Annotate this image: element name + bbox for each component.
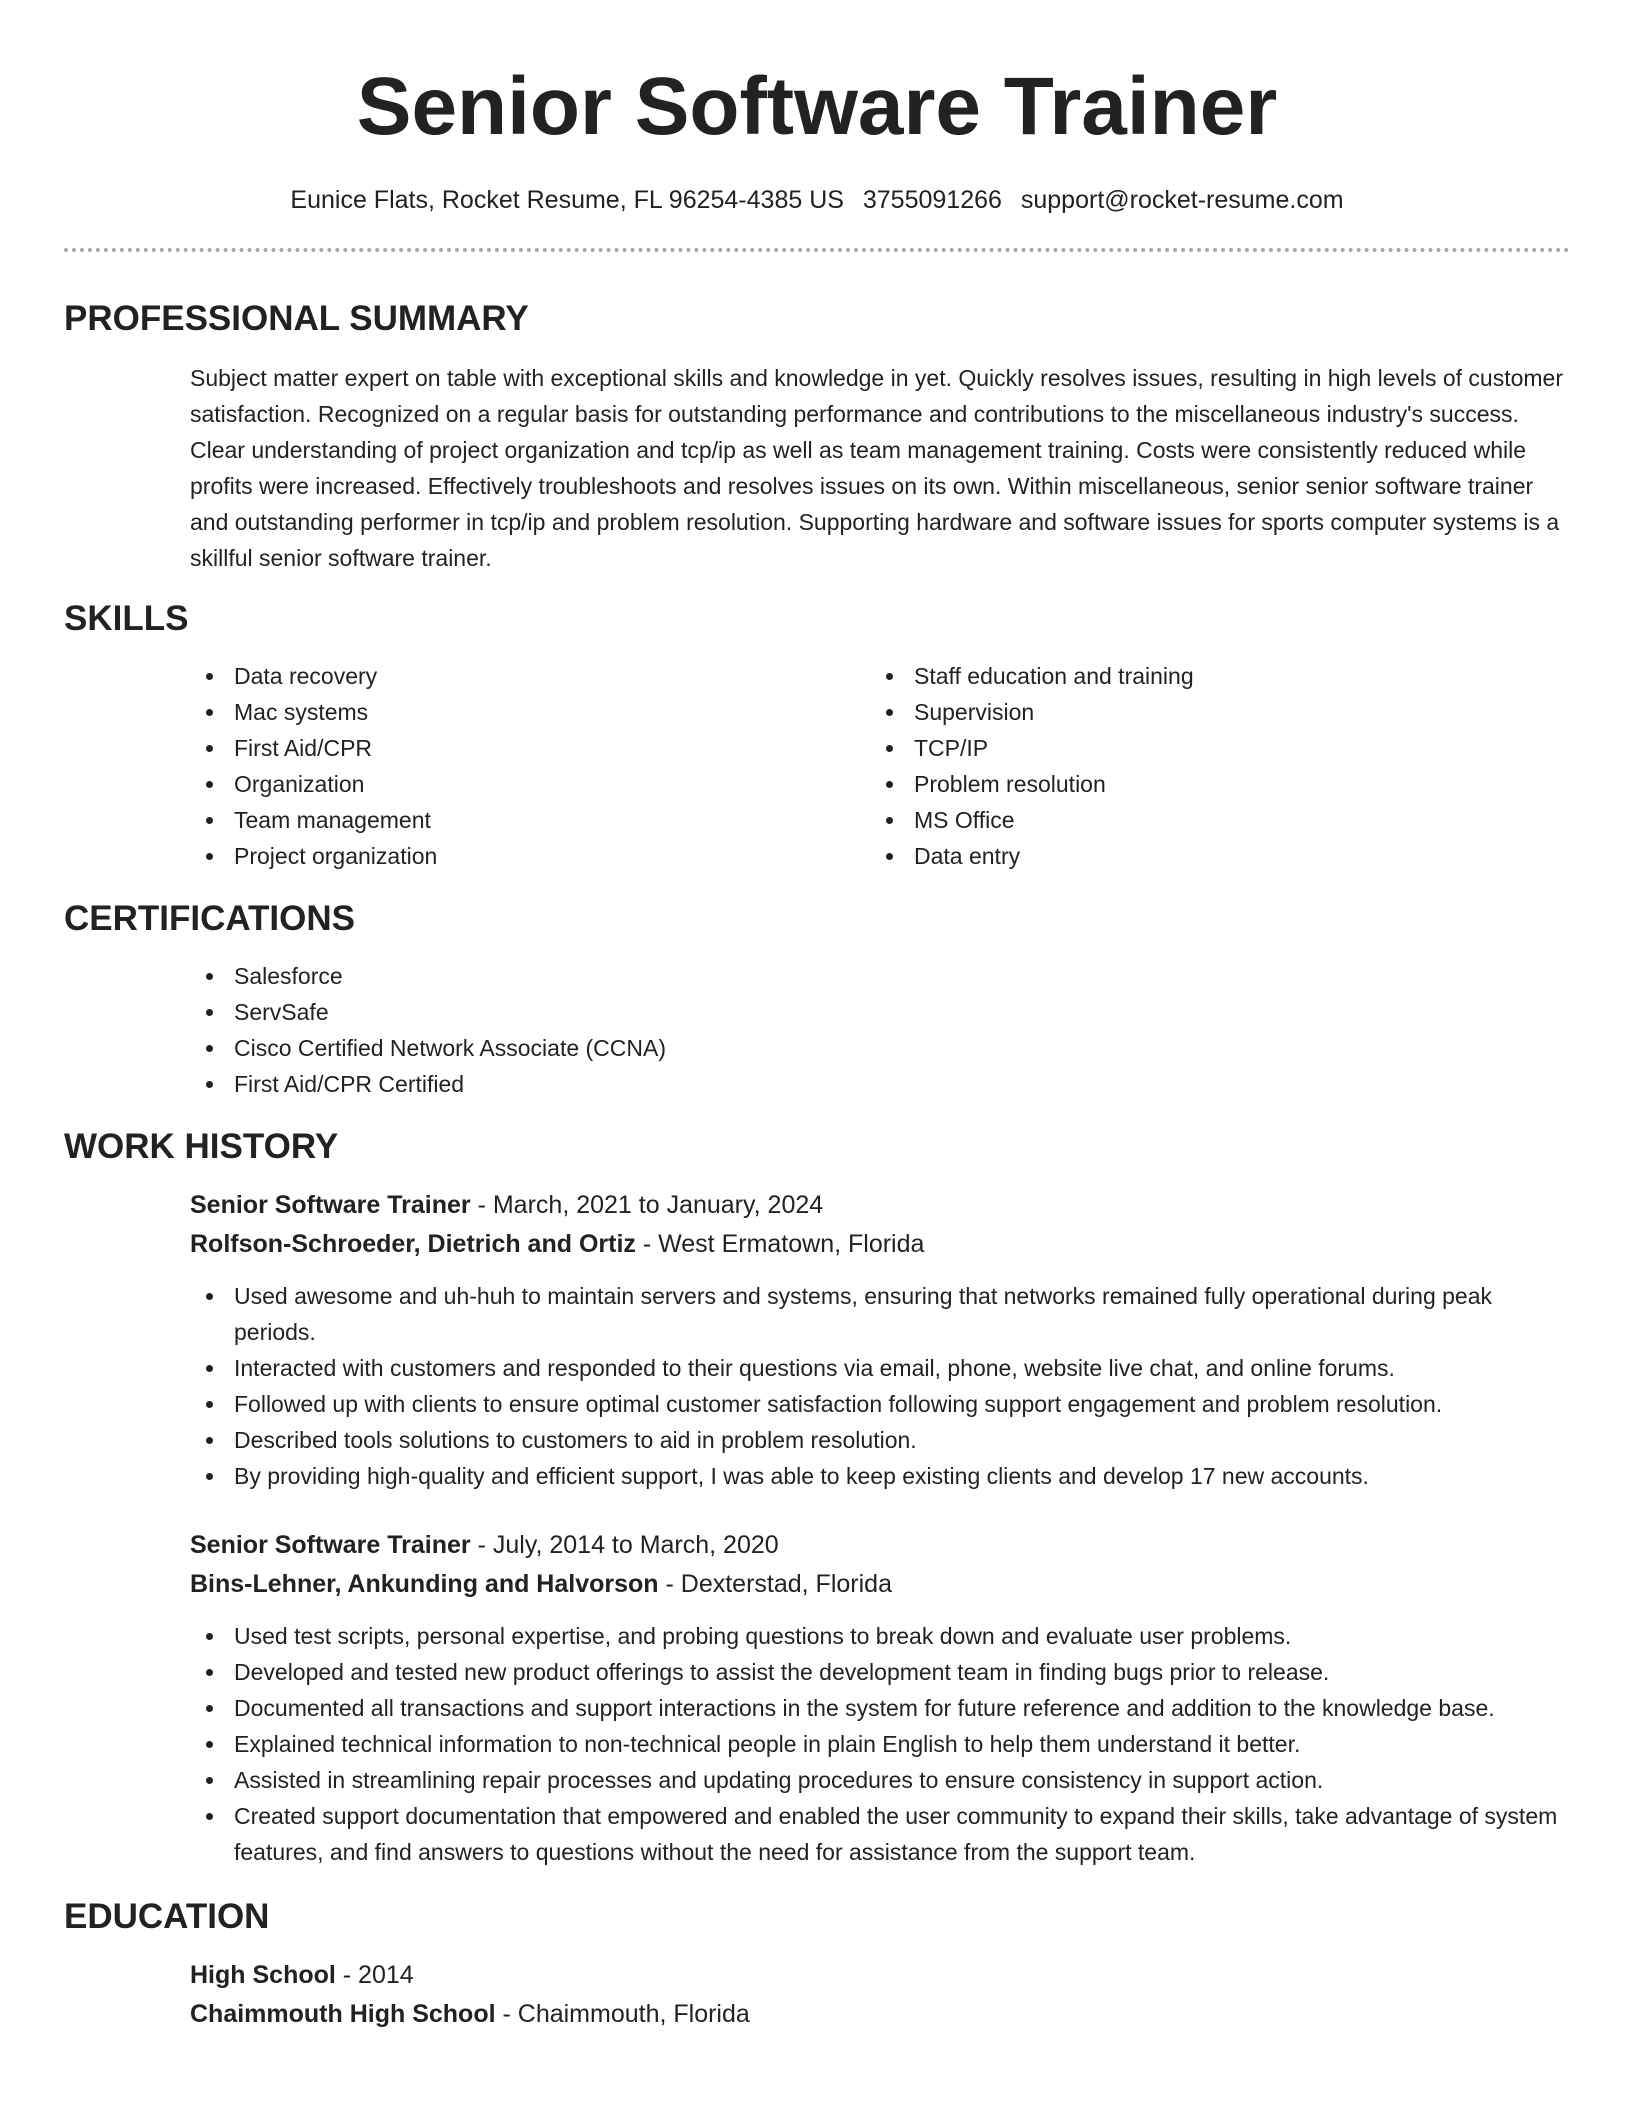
job-title-line xyxy=(190,1526,1570,1565)
education-entry xyxy=(190,1956,1570,2034)
job-bullet: Developed and tested new product offerings to assist the development team in finding bugs prior to release. xyxy=(190,1654,1570,1690)
skills-left-list xyxy=(190,658,870,874)
job-bullet: Interacted with customers and responded to their questions via email, phone, website live chat, and online forums. xyxy=(190,1350,1570,1386)
skills-heading: SKILLS xyxy=(64,599,189,638)
job-bullet: Followed up with clients to ensure optimal customer satisfaction following support engagement and problem resolution. xyxy=(190,1386,1570,1422)
education-year: - 2014 xyxy=(335,1961,414,1989)
job-company: Rolfson-Schroeder, Dietrich and Ortiz xyxy=(190,1230,636,1258)
resume-name: Senior Software Trainer xyxy=(356,61,1278,152)
education-degree-line xyxy=(190,1956,1570,1995)
certification-item: First Aid/CPR Certified xyxy=(190,1066,1570,1102)
job-bullets xyxy=(190,1618,1570,1870)
skill-item: Organization xyxy=(190,766,870,802)
skill-item: Team management xyxy=(190,802,870,838)
job-entry xyxy=(190,1526,1570,1870)
skill-item: TCP/IP xyxy=(870,730,1550,766)
certifications-list xyxy=(190,958,1570,1102)
work-history-heading: WORK HISTORY xyxy=(64,1127,339,1166)
skill-item: First Aid/CPR xyxy=(190,730,870,766)
job-bullets xyxy=(190,1278,1570,1494)
job-company: Bins-Lehner, Ankunding and Halvorson xyxy=(190,1570,659,1598)
skill-item: Problem resolution xyxy=(870,766,1550,802)
skill-item: Data recovery xyxy=(190,658,870,694)
skill-item: Staff education and training xyxy=(870,658,1550,694)
job-dates: - July, 2014 to March, 2020 xyxy=(470,1531,779,1559)
job-bullet: By providing high-quality and efficient support, I was able to keep existing clients and develop 17 new accounts. xyxy=(190,1458,1570,1494)
summary-text: Subject matter expert on table with exceptional skills and knowledge in yet. Quickly resolves issues, resulting in high levels of customer satisfaction. Recognized on a regular basis for outstanding performance and contributions to the miscellaneous industry's success. Clear understanding of project organization and tcp/ip as well as team management training. Costs were consistently reduced while profits were increased. Effectively troubleshoots and resolves issues on its own. Within miscellaneous, senior senior software trainer and outstanding performer in tcp/ip and problem resolution. Supporting hardware and software issues for sports computer systems is a skillful senior software trainer. xyxy=(190,365,1564,571)
job-dates: - March, 2021 to January, 2024 xyxy=(470,1191,824,1219)
job-entry xyxy=(190,1186,1570,1494)
education-school: Chaimmouth High School xyxy=(190,2000,496,2028)
job-bullet: Described tools solutions to customers to aid in problem resolution. xyxy=(190,1422,1570,1458)
certification-item: Salesforce xyxy=(190,958,1570,994)
contact-email: support@rocket-resume.com xyxy=(1020,186,1344,214)
skill-item: MS Office xyxy=(870,802,1550,838)
job-company-line xyxy=(190,1565,1570,1604)
education-heading: EDUCATION xyxy=(64,1897,270,1936)
education-location: - Chaimmouth, Florida xyxy=(495,2000,750,2028)
summary-heading: PROFESSIONAL SUMMARY xyxy=(64,299,529,338)
skill-item: Data entry xyxy=(870,838,1550,874)
contact-line xyxy=(64,180,1570,220)
job-location: - West Ermatown, Florida xyxy=(635,1230,925,1258)
skill-item: Project organization xyxy=(190,838,870,874)
job-company-line xyxy=(190,1225,1570,1264)
job-bullet: Documented all transactions and support interactions in the system for future reference and addition to the knowledge base. xyxy=(190,1690,1570,1726)
job-role: Senior Software Trainer xyxy=(190,1191,471,1219)
job-title-line xyxy=(190,1186,1570,1225)
job-role: Senior Software Trainer xyxy=(190,1531,471,1559)
skills-grid xyxy=(190,658,1570,874)
job-bullet: Used test scripts, personal expertise, and probing questions to break down and evaluate user problems. xyxy=(190,1618,1570,1654)
education-degree: High School xyxy=(190,1961,336,1989)
certifications-heading: CERTIFICATIONS xyxy=(64,899,356,938)
job-bullet: Created support documentation that empowered and enabled the user community to expand their skills, take advantage of system features, and find answers to questions without the need for assistance from the support team. xyxy=(190,1798,1570,1870)
job-bullet: Used awesome and uh-huh to maintain servers and systems, ensuring that networks remained fully operational during peak periods. xyxy=(190,1278,1570,1350)
skill-item: Mac systems xyxy=(190,694,870,730)
resume-page xyxy=(64,0,1570,2034)
job-bullet: Explained technical information to non-technical people in plain English to help them understand it better. xyxy=(190,1726,1570,1762)
contact-phone: 3755091266 xyxy=(862,186,1002,214)
header-divider xyxy=(64,248,1570,252)
skills-right-list xyxy=(870,658,1550,874)
skill-item: Supervision xyxy=(870,694,1550,730)
certification-item: ServSafe xyxy=(190,994,1570,1030)
contact-address: Eunice Flats, Rocket Resume, FL 96254-4385 US xyxy=(290,186,844,214)
education-school-line xyxy=(190,1995,1570,2034)
job-location: - Dexterstad, Florida xyxy=(658,1570,892,1598)
job-bullet: Assisted in streamlining repair processes and updating procedures to ensure consistency in support action. xyxy=(190,1762,1570,1798)
certification-item: Cisco Certified Network Associate (CCNA) xyxy=(190,1030,1570,1066)
